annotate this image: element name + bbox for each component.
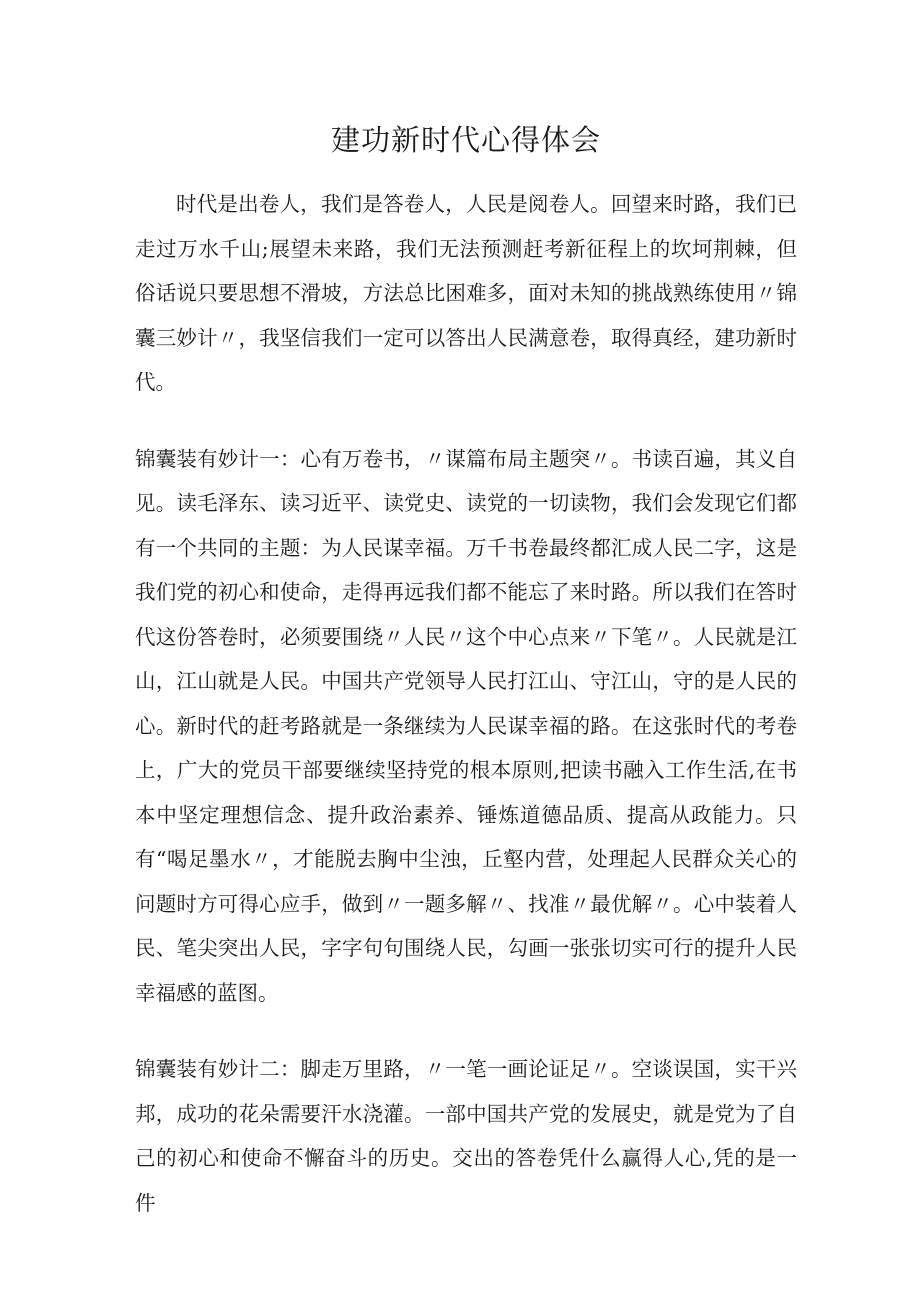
document-page bbox=[135, 118, 797, 1225]
paragraph-tip-two: 锦囊装有妙计二：脚走万里路，〃一笔一画论证足〃。空谈误国，实干兴邦，成功的花朵需要汗水浇灌。一部中国共产党的发展史，就是党为了自己的初心和使命不懈奋斗的历史。交出的答卷凭什么赢得人心,凭的是一件 bbox=[135, 1057, 797, 1215]
document-title: 建功新时代心得体会 bbox=[330, 123, 601, 157]
paragraph-intro: 时代是出卷人，我们是答卷人，人民是阅卷人。回望来时路，我们已走过万水千山;展望未来路，我们无法预测赶考新征程上的坎坷荆棘，但俗话说只要思想不滑坡，方法总比困难多，面对未知的挑战熟练使用〃锦囊三妙计〃，我坚信我们一定可以答出人民满意卷，取得真经，建功新时代。 bbox=[135, 192, 797, 394]
paragraph-tip-one: 锦囊装有妙计一：心有万卷书，〃谋篇布局主题突〃。书读百遍，其义自见。读毛泽东、读习近平、读党史、读党的一切读物，我们会发现它们都有一个共同的主题：为人民谋幸福。万千书卷最终都汇成人民二字，这是我们党的初心和使命，走得再远我们都不能忘了来时路。所以我们在答时代这份答卷时，必须要围绕〃人民〃这个中心点来〃下笔〃。人民就是江山，江山就是人民。中国共产党领导人民打江山、守江山，守的是人民的心。新时代的赶考路就是一条继续为人民谋幸福的路。在这张时代的考卷上，广大的党员干部要继续坚持党的根本原则,把读书融入工作生活,在书本中坚定理想信念、提升政治素养、锤炼道德品质、提高从政能力。只有“喝足墨水〃，才能脱去胸中尘浊，丘壑内营，处理起人民群众关心的问题时方可得心应手，做到〃一题多解〃、找准〃最优解〃。心中装着人民、笔尖突出人民，字字句句围绕人民，勾画一张张切实可行的提升人民幸福感的蓝图。 bbox=[135, 446, 797, 1005]
